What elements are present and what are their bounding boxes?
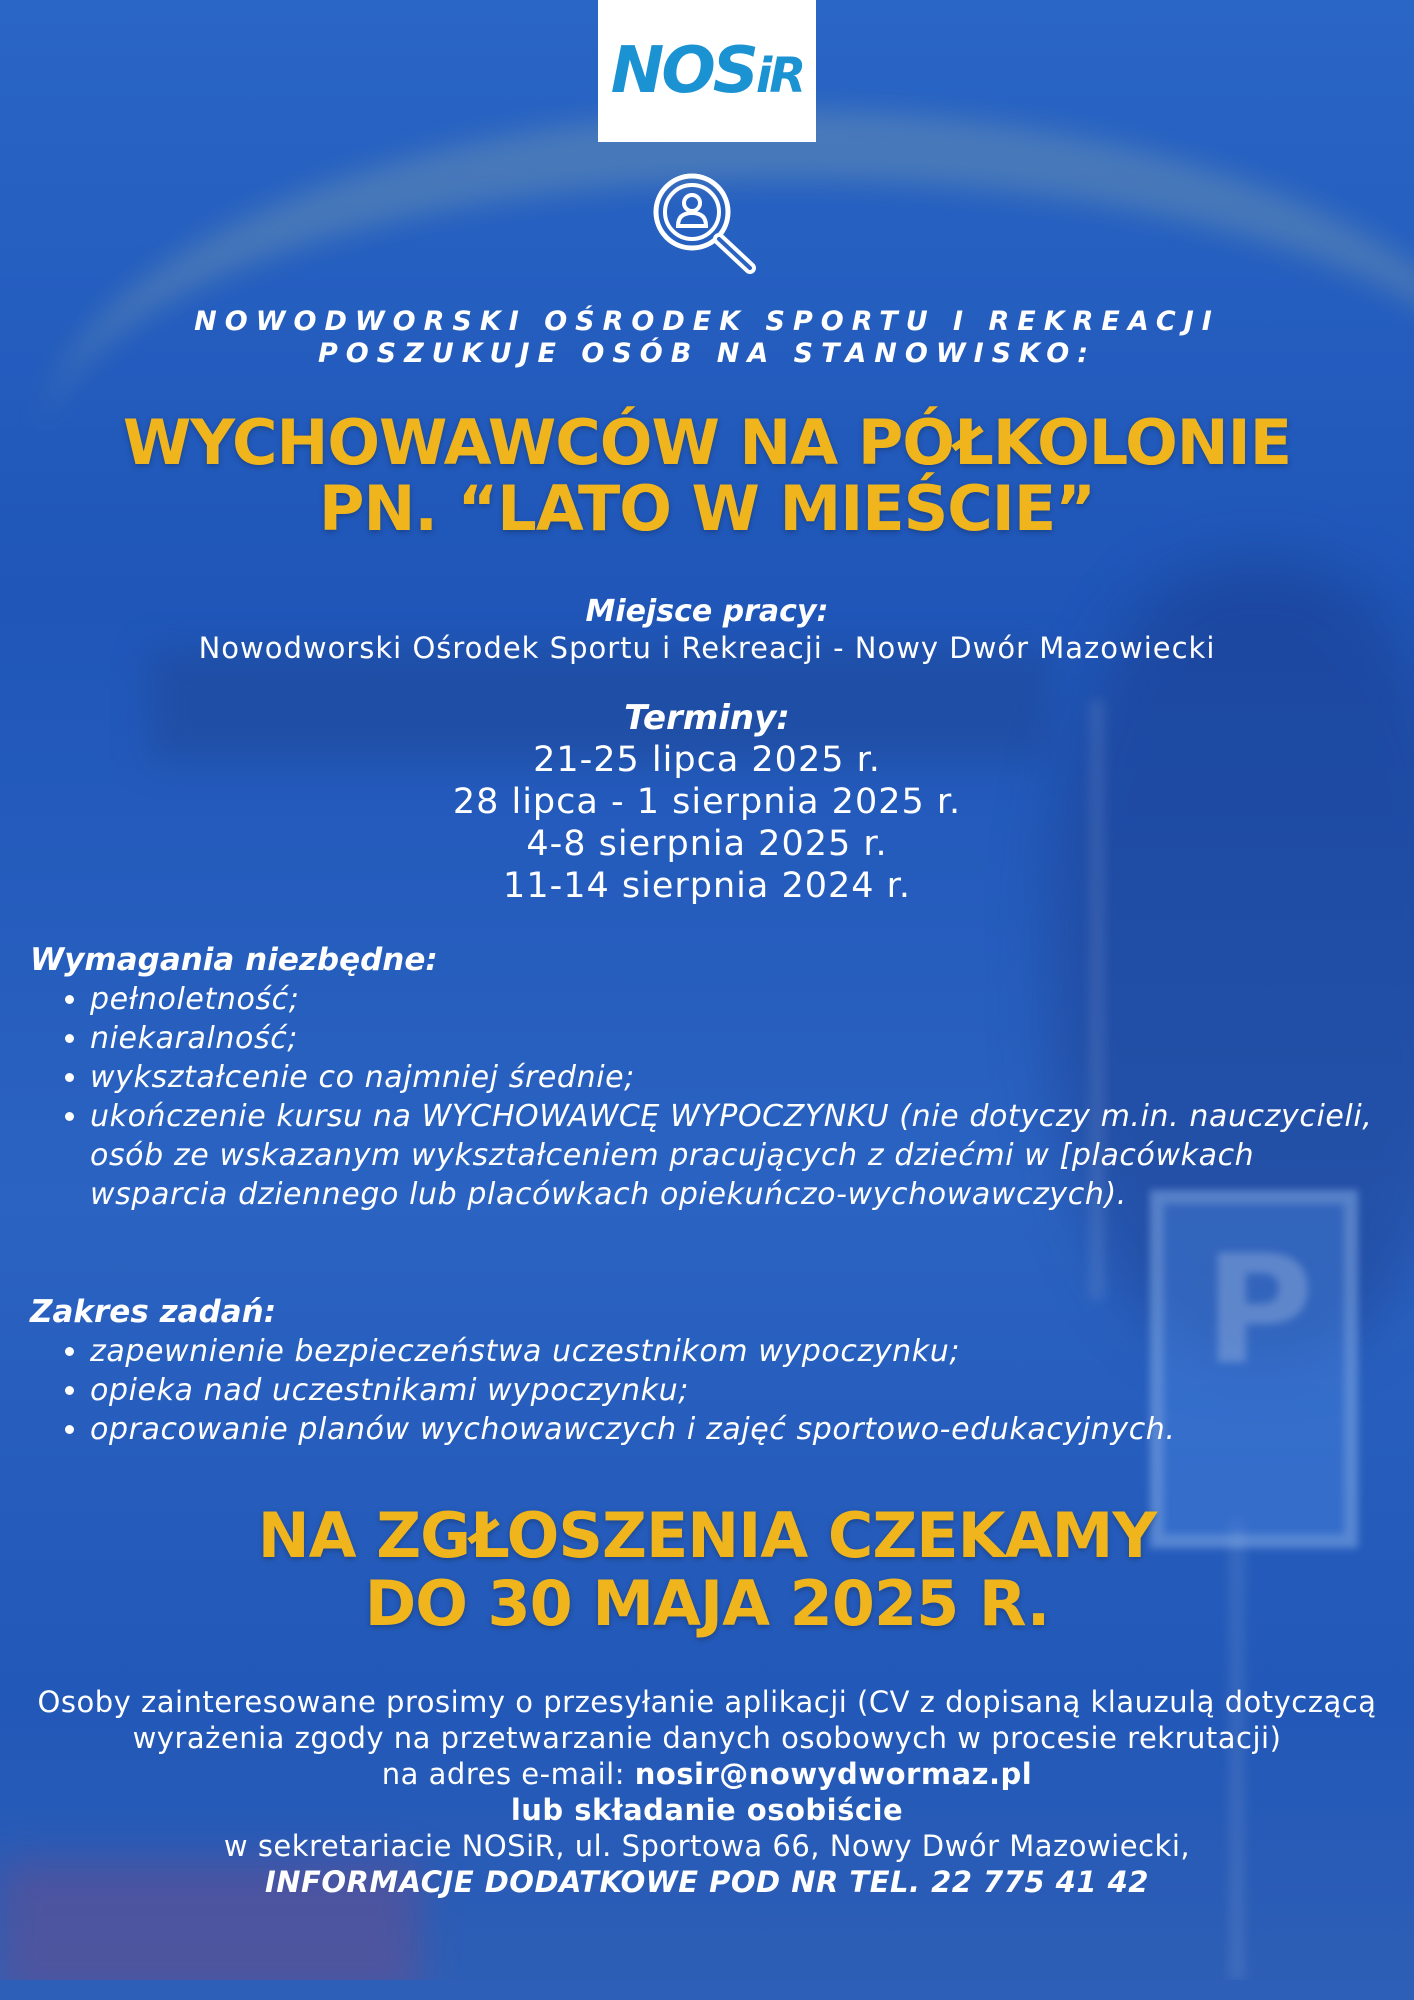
requirements-section	[30, 940, 1390, 1214]
tasks-list	[30, 1332, 1400, 1449]
deadline-line2: DO 30 MAJA 2025 R.	[364, 1567, 1050, 1640]
deadline-line1: NA ZGŁOSZENIA CZEKAMY	[257, 1499, 1157, 1572]
address-text: w sekretariacie NOSiR, ul. Sportowa 66, Nowy Dwór Mazowiecki,	[223, 1829, 1191, 1863]
requirement-item: • niekaralność;	[90, 1019, 1390, 1058]
tasks-label: Zakres zadań:	[30, 1294, 277, 1330]
email-prefix: na adres e-mail:	[381, 1757, 625, 1791]
workplace-section	[0, 594, 1414, 666]
requirements-list	[30, 980, 1390, 1214]
terms-label: Terminy:	[624, 698, 790, 738]
employer-heading	[0, 306, 1414, 370]
contact-section	[20, 1684, 1394, 1900]
term-item: 4-8 sierpnia 2025 r.	[526, 824, 888, 864]
task-item: • opieka nad uczestnikami wypoczynku;	[90, 1371, 1400, 1410]
contact-intro: Osoby zainteresowane prosimy o przesyłanie aplikacji (CV z dopisaną klauzulą dotyczącą wyrażenia zgody na przetwarzanie danych osobowych w procesie rekrutacji)	[37, 1685, 1377, 1755]
requirement-item: • ukończenie kursu na WYCHOWAWCĘ WYPOCZYNKU (nie dotyczy m.in. nauczycieli, osób ze wskazanym wykształceniem pracujących z dziećmi w [placówkach wsparcia dziennego lub placówkach opiekuńczo-wychowawczych).	[90, 1097, 1390, 1214]
terms-section	[0, 697, 1414, 907]
job-title-line2: PN. “LATO W MIEŚCIE”	[319, 472, 1095, 545]
term-item: 28 lipca - 1 sierpnia 2025 r.	[452, 782, 962, 822]
employer-heading-line1: NOWODWORSKI OŚRODEK SPORTU I REKREACJI	[194, 306, 1220, 337]
requirement-item: • pełnoletność;	[90, 980, 1390, 1019]
logo-text-small: iR	[755, 48, 804, 104]
email-link[interactable]: nosir@nowydwormaz.pl	[634, 1757, 1033, 1791]
job-title-line1: WYCHOWAWCÓW NA PÓŁKOLONIE	[122, 406, 1292, 479]
logo-text	[611, 34, 803, 108]
deadline-heading	[0, 1499, 1414, 1640]
task-item: • zapewnienie bezpieczeństwa uczestnikom wypoczynku;	[90, 1332, 1400, 1371]
workplace-label: Miejsce pracy:	[585, 594, 829, 629]
logo	[598, 0, 816, 142]
search-person-icon	[650, 170, 762, 280]
in-person-text: lub składanie osobiście	[510, 1793, 904, 1827]
background-parking-sign: P	[1150, 1190, 1358, 1548]
term-item: 11-14 sierpnia 2024 r.	[503, 866, 911, 906]
contact-email-line	[20, 1756, 1394, 1792]
requirement-item: • wykształcenie co najmniej średnie;	[90, 1058, 1390, 1097]
workplace-value: Nowodworski Ośrodek Sportu i Rekreacji - Nowy Dwór Mazowiecki	[198, 631, 1216, 665]
term-item: 21-25 lipca 2025 r.	[533, 740, 881, 780]
task-item: • opracowanie planów wychowawczych i zajęć sportowo-edukacyjnych.	[90, 1410, 1400, 1449]
logo-text-main: NOS	[610, 34, 756, 108]
requirements-label: Wymagania niezbędne:	[30, 942, 438, 978]
phone-info: INFORMACJE DODATKOWE POD NR TEL. 22 775 41 42	[264, 1865, 1149, 1899]
job-title	[0, 406, 1414, 545]
employer-heading-line2: POSZUKUJE OSÓB NA STANOWISKO:	[317, 338, 1097, 369]
tasks-section	[30, 1292, 1400, 1449]
